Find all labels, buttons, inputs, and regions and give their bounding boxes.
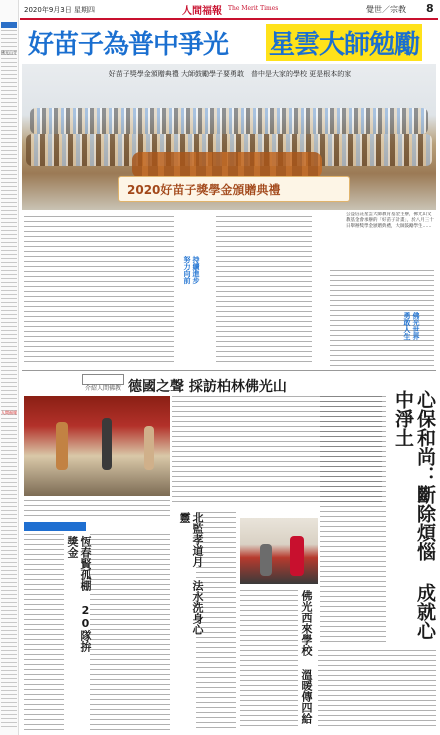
issue-date: 2020年9月3日 星期四 xyxy=(24,6,95,14)
photo-caption: 公益信託星雲大師教育基金主辦，佛光山文教基金會承辦的「好苗子計畫」，於八月三十日舉辦獎學金頒贈典禮，大師鼓勵學生…… xyxy=(346,212,434,229)
bottom-right-body-2 xyxy=(318,650,436,730)
headline-main-a: 好苗子為普中爭光 xyxy=(28,30,229,60)
event-banner xyxy=(118,176,350,202)
subhead-1: 持續進步 努力向前 xyxy=(183,256,200,284)
headline-main xyxy=(24,22,436,60)
headline-main-b: 星雲大師勉勵 xyxy=(266,24,422,61)
left-rail-label: 人間福報 xyxy=(1,410,17,415)
masthead-logo: 人間福報 xyxy=(182,6,222,17)
col-left-body xyxy=(24,534,64,730)
main-photo xyxy=(22,64,436,210)
event-banner-text: 2020好苗子獎學金頒贈典禮 xyxy=(127,183,281,197)
left-rail xyxy=(0,0,19,735)
mid-vert-title: 北監孝道月 法水洗身心靈 xyxy=(178,512,204,635)
col-left-kicker-text: 全台唯一接班 xyxy=(27,532,64,539)
kicker-text: 介紹人間佛教 xyxy=(85,385,122,392)
col-left-title: 恆春賢孤棚 20隊拚獎金 xyxy=(66,536,92,652)
article1-body-left xyxy=(24,216,174,366)
col-left-body-2 xyxy=(90,534,170,730)
temple-photo xyxy=(24,396,170,496)
bottom-right-body xyxy=(240,590,298,730)
column-right-title: 心保和尚：斷除煩惱 成就心中淨土 xyxy=(392,390,436,640)
bottom-right-title: 佛光西來學校 溫暖傳四給 xyxy=(300,590,313,724)
mid-body xyxy=(196,512,236,730)
article2-body-lower xyxy=(24,500,170,520)
kicker-tag xyxy=(82,374,124,392)
masthead-logo-en: The Merit Times xyxy=(228,5,279,12)
col-left-kicker xyxy=(24,522,86,539)
page-number: 8 xyxy=(426,2,434,15)
section-label: 覺世／宗教 xyxy=(366,5,406,14)
headline-second: 德國之聲 採訪柏林佛光山 xyxy=(128,379,287,395)
masthead xyxy=(20,2,438,20)
volunteer-photo xyxy=(240,518,318,584)
left-rail-label: 佛光山寺 xyxy=(1,50,17,55)
subhead-2: 佛光世界 勇敢人生 xyxy=(403,312,420,340)
column-right-body xyxy=(320,396,386,646)
photo-subtitle: 好苗子獎學金頒贈典禮 大師鼓勵學子要勇敢 普中是大家的學校 更是根本的家 xyxy=(108,70,352,78)
article1-body-mid xyxy=(216,216,312,366)
